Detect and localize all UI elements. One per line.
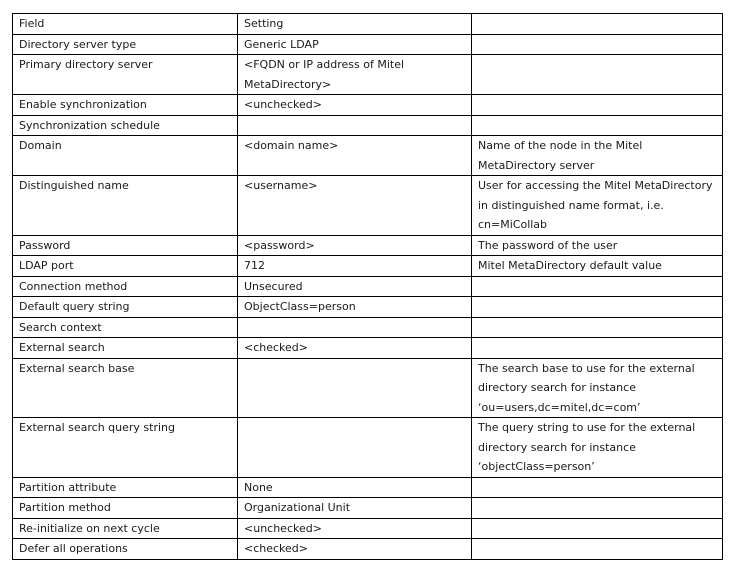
table-row [13,297,723,318]
field-cell: Partition attribute [13,477,238,498]
field-cell: Domain [13,136,238,176]
note-cell [472,276,723,297]
field-cell: Synchronization schedule [13,115,238,136]
table-row [13,358,723,418]
note-cell [472,297,723,318]
field-cell: External search base [13,358,238,418]
table-row [13,34,723,55]
note-cell: The search base to use for the external directory search for instance ‘ou=users,dc=mitel,dc=com’ [472,358,723,418]
field-cell: Default query string [13,297,238,318]
table-body [13,14,723,560]
setting-cell: <password> [238,235,472,256]
setting-cell: Unsecured [238,276,472,297]
field-cell: Partition method [13,498,238,519]
note-cell [472,115,723,136]
table-row [13,256,723,277]
table-row [13,418,723,478]
setting-cell [238,358,472,418]
setting-cell: Organizational Unit [238,498,472,519]
field-cell: Distinguished name [13,176,238,236]
note-cell: User for accessing the Mitel MetaDirectory in distinguished name format, i.e. cn=MiCollab [472,176,723,236]
note-cell: The password of the user [472,235,723,256]
table-row [13,317,723,338]
setting-cell: Generic LDAP [238,34,472,55]
field-cell: External search [13,338,238,359]
setting-cell [238,418,472,478]
note-cell [472,95,723,116]
setting-cell: None [238,477,472,498]
setting-cell [238,317,472,338]
setting-cell: <unchecked> [238,95,472,116]
setting-cell: <domain name> [238,136,472,176]
field-cell: Defer all operations [13,539,238,560]
field-cell: Password [13,235,238,256]
table-row [13,95,723,116]
table-row [13,115,723,136]
table-row [13,55,723,95]
table-row [13,477,723,498]
field-cell: Enable synchronization [13,95,238,116]
setting-cell [238,115,472,136]
note-cell [472,477,723,498]
note-cell: Mitel MetaDirectory default value [472,256,723,277]
field-cell: Re-initialize on next cycle [13,518,238,539]
field-cell: Search context [13,317,238,338]
header-note [472,14,723,35]
table-row [13,518,723,539]
header-field: Field [13,14,238,35]
table-row [13,235,723,256]
note-cell [472,539,723,560]
table-row [13,276,723,297]
table-row [13,539,723,560]
note-cell [472,317,723,338]
table-header-row [13,14,723,35]
field-cell: Connection method [13,276,238,297]
table-row [13,338,723,359]
note-cell [472,498,723,519]
setting-cell: <checked> [238,338,472,359]
ldap-settings-table [12,13,723,560]
header-setting: Setting [238,14,472,35]
setting-cell: <username> [238,176,472,236]
note-cell [472,55,723,95]
note-cell [472,518,723,539]
note-cell [472,34,723,55]
setting-cell: <unchecked> [238,518,472,539]
field-cell: Directory server type [13,34,238,55]
note-cell [472,338,723,359]
setting-cell: <checked> [238,539,472,560]
note-cell: Name of the node in the Mitel MetaDirectory server [472,136,723,176]
note-cell: The query string to use for the external directory search for instance ‘objectClass=person’ [472,418,723,478]
table-row [13,498,723,519]
field-cell: External search query string [13,418,238,478]
setting-cell: <FQDN or IP address of Mitel MetaDirectory> [238,55,472,95]
table-row [13,136,723,176]
field-cell: Primary directory server [13,55,238,95]
setting-cell: ObjectClass=person [238,297,472,318]
field-cell: LDAP port [13,256,238,277]
setting-cell: 712 [238,256,472,277]
table-row [13,176,723,236]
